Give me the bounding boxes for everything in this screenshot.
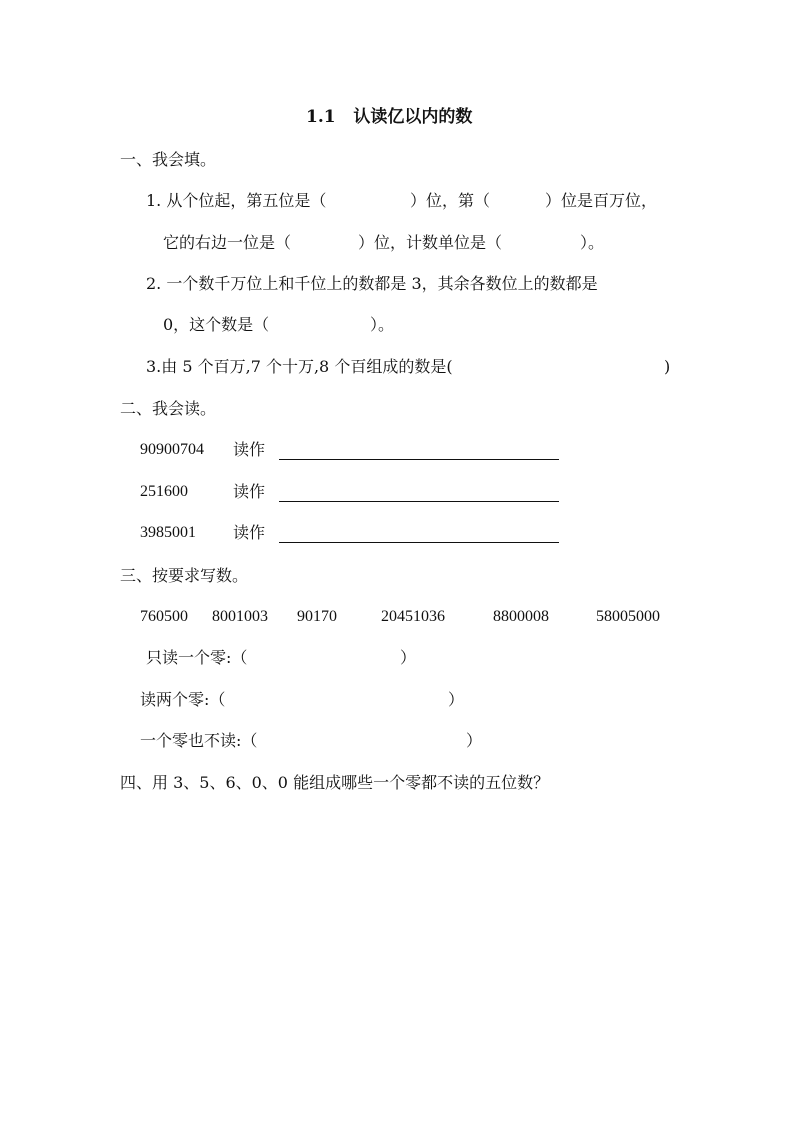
section-4-heading: 四、用 3、5、6、0、0 能组成哪些一个零都不读的五位数？ bbox=[120, 773, 550, 792]
q1-part-f: ）。 bbox=[580, 233, 605, 252]
number-item: 20451036 bbox=[381, 608, 445, 625]
prompt-one-zero-close: ） bbox=[400, 648, 417, 667]
section-2-heading: 二、我会读。 bbox=[120, 399, 217, 418]
prompt-two-zeros-label: 读两个零:（ bbox=[140, 690, 226, 709]
section-1-heading: 一、我会填。 bbox=[120, 150, 217, 169]
answer-blank-3[interactable] bbox=[279, 542, 559, 543]
read-number-3: 3985001 bbox=[140, 524, 196, 541]
answer-blank-2[interactable] bbox=[279, 501, 559, 502]
read-number-1: 90900704 bbox=[140, 441, 204, 458]
number-item: 58005000 bbox=[596, 608, 660, 625]
answer-blank-1[interactable] bbox=[279, 459, 559, 460]
q1-part-e: ）位，计数单位是（ bbox=[358, 233, 503, 252]
read-label-1: 读作 bbox=[233, 440, 266, 459]
read-label-3: 读作 bbox=[233, 523, 266, 542]
q3-part-a: 3.由 5 个百万,7 个十万,8 个百组成的数是( bbox=[146, 357, 453, 376]
section-3-heading: 三、按要求写数。 bbox=[120, 566, 249, 585]
q2-part-a: 2. 一个数千万位上和千位上的数都是 3，其余各数位上的数都是 bbox=[146, 274, 598, 293]
q2-part-c: ）。 bbox=[370, 315, 395, 334]
prompt-one-zero-label: 只读一个零:（ bbox=[146, 648, 248, 667]
number-item: 90170 bbox=[297, 608, 337, 625]
prompt-two-zeros-close: ） bbox=[448, 690, 465, 709]
q1-part-a: 1. 从个位起，第五位是（ bbox=[146, 191, 327, 210]
prompt-no-zero-close: ） bbox=[466, 731, 483, 750]
number-item: 760500 bbox=[140, 608, 188, 625]
number-item: 8800008 bbox=[493, 608, 549, 625]
prompt-no-zero-label: 一个零也不读:（ bbox=[140, 731, 258, 750]
q1-part-b: ）位，第（ bbox=[410, 191, 491, 210]
q3-part-b: ) bbox=[664, 357, 671, 376]
q1-part-c: ）位是百万位， bbox=[545, 191, 658, 210]
number-item: 8001003 bbox=[212, 608, 268, 625]
read-label-2: 读作 bbox=[233, 482, 266, 501]
q1-part-d: 它的右边一位是（ bbox=[163, 233, 292, 252]
read-number-2: 251600 bbox=[140, 483, 188, 500]
q2-part-b: 0，这个数是（ bbox=[163, 315, 270, 334]
page-title: 1.1 认读亿以内的数 bbox=[306, 107, 473, 127]
